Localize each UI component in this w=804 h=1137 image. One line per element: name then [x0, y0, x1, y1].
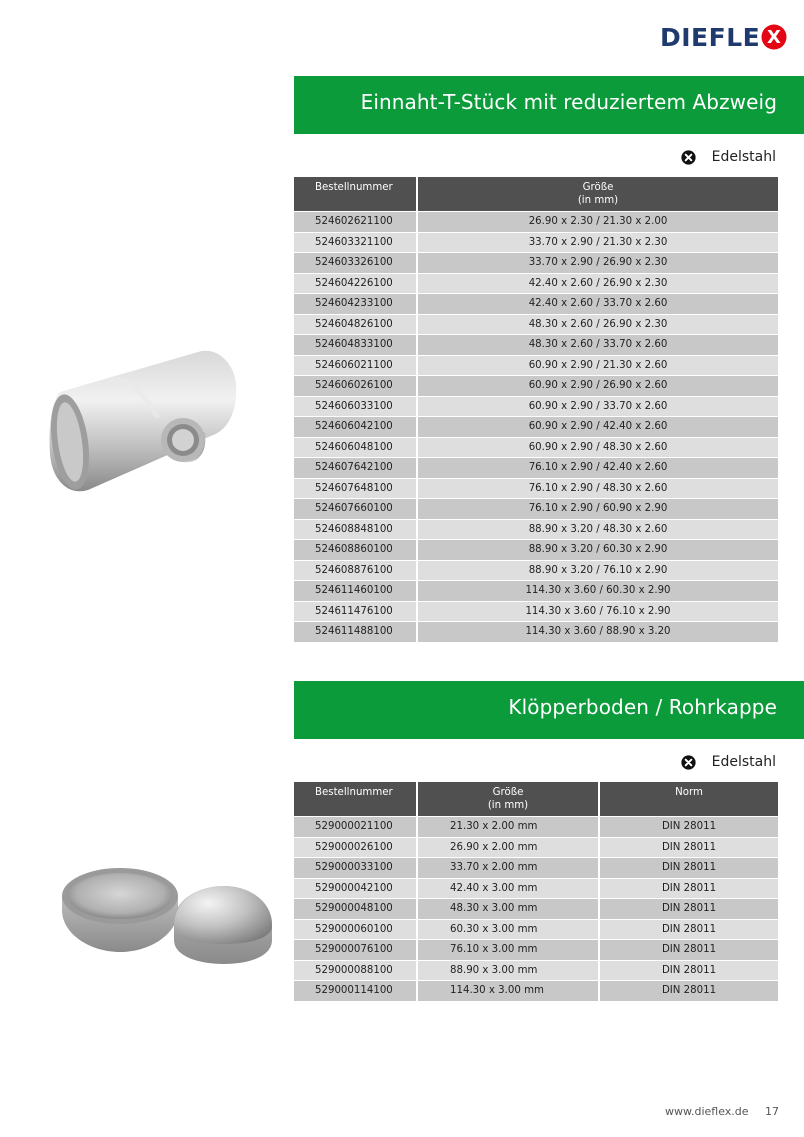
section-title-tee: Einnaht-T-Stück mit reduziertem Abzweig — [360, 90, 777, 114]
table-row: 524607642100 76.10 x 2.90 / 42.40 x 2.60 — [294, 457, 778, 478]
material-label-caps — [681, 752, 776, 772]
dieflex-logo — [660, 22, 787, 52]
table-row: 529000042100 42.40 x 3.00 mm DIN 28011 — [294, 878, 778, 899]
page-number: 17 — [765, 1105, 779, 1118]
table-row: 529000021100 21.30 x 2.00 mm DIN 28011 — [294, 816, 778, 837]
table-row: 524611476100 114.30 x 3.60 / 76.10 x 2.90 — [294, 601, 778, 622]
table-row: 529000088100 88.90 x 3.00 mm DIN 28011 — [294, 960, 778, 981]
table-row: 524603326100 33.70 x 2.90 / 26.90 x 2.30 — [294, 252, 778, 273]
col-header-size: Größe (in mm) — [418, 782, 600, 816]
logo-x-badge — [761, 24, 787, 50]
table-row: 524604826100 48.30 x 2.60 / 26.90 x 2.30 — [294, 314, 778, 335]
table-row: 524611488100 114.30 x 3.60 / 88.90 x 3.20 — [294, 621, 778, 642]
section-title-caps: Klöpperboden / Rohrkappe — [508, 695, 777, 719]
tee-table — [294, 177, 778, 642]
x-circle-icon — [681, 150, 696, 165]
table-row: 524606048100 60.90 x 2.90 / 48.30 x 2.60 — [294, 437, 778, 458]
table-row: 524606021100 60.90 x 2.90 / 21.30 x 2.60 — [294, 355, 778, 376]
table-row: 524608860100 88.90 x 3.20 / 60.30 x 2.90 — [294, 539, 778, 560]
table-row: 524608876100 88.90 x 3.20 / 76.10 x 2.90 — [294, 560, 778, 581]
material-text: Edelstahl — [711, 754, 776, 770]
caps-table — [294, 782, 778, 1001]
end-caps-photo — [58, 856, 280, 966]
table-row: 529000033100 33.70 x 2.00 mm DIN 28011 — [294, 857, 778, 878]
table-row: 529000026100 26.90 x 2.00 mm DIN 28011 — [294, 837, 778, 858]
table-row: 524604233100 42.40 x 2.60 / 33.70 x 2.60 — [294, 293, 778, 314]
col-header-norm: Norm — [600, 782, 778, 816]
table-row: 529000114100 114.30 x 3.00 mm DIN 28011 — [294, 980, 778, 1001]
table-row: 524604226100 42.40 x 2.60 / 26.90 x 2.30 — [294, 273, 778, 294]
table-row: 524606026100 60.90 x 2.90 / 26.90 x 2.60 — [294, 375, 778, 396]
col-header-code: Bestellnummer — [294, 177, 418, 211]
table-row: 524607648100 76.10 x 2.90 / 48.30 x 2.60 — [294, 478, 778, 499]
table-row: 529000060100 60.30 x 3.00 mm DIN 28011 — [294, 919, 778, 940]
table-row: 524606042100 60.90 x 2.90 / 42.40 x 2.60 — [294, 416, 778, 437]
table-row: 524602621100 26.90 x 2.30 / 21.30 x 2.00 — [294, 211, 778, 232]
table-row: 524604833100 48.30 x 2.60 / 33.70 x 2.60 — [294, 334, 778, 355]
table-row: 524606033100 60.90 x 2.90 / 33.70 x 2.60 — [294, 396, 778, 417]
table-row: 524603321100 33.70 x 2.90 / 21.30 x 2.30 — [294, 232, 778, 253]
section-banner-caps — [294, 681, 804, 739]
col-header-size: Größe (in mm) — [418, 177, 778, 211]
svg-text:X: X — [767, 27, 782, 48]
table-row: 524611460100 114.30 x 3.60 / 60.30 x 2.90 — [294, 580, 778, 601]
material-label-tee — [681, 147, 776, 167]
table-row: 524608848100 88.90 x 3.20 / 48.30 x 2.60 — [294, 519, 778, 540]
reducing-tee-photo — [48, 340, 244, 496]
col-header-code: Bestellnummer — [294, 782, 418, 816]
section-banner-tee — [294, 76, 804, 134]
table-row: 529000048100 48.30 x 3.00 mm DIN 28011 — [294, 898, 778, 919]
x-circle-icon — [681, 755, 696, 770]
logo-wordmark: DIEFLE — [660, 22, 761, 52]
material-text: Edelstahl — [711, 149, 776, 165]
table-row: 524607660100 76.10 x 2.90 / 60.90 x 2.90 — [294, 498, 778, 519]
footer-url[interactable]: www.dieflex.de — [665, 1105, 749, 1118]
table-row: 529000076100 76.10 x 3.00 mm DIN 28011 — [294, 939, 778, 960]
